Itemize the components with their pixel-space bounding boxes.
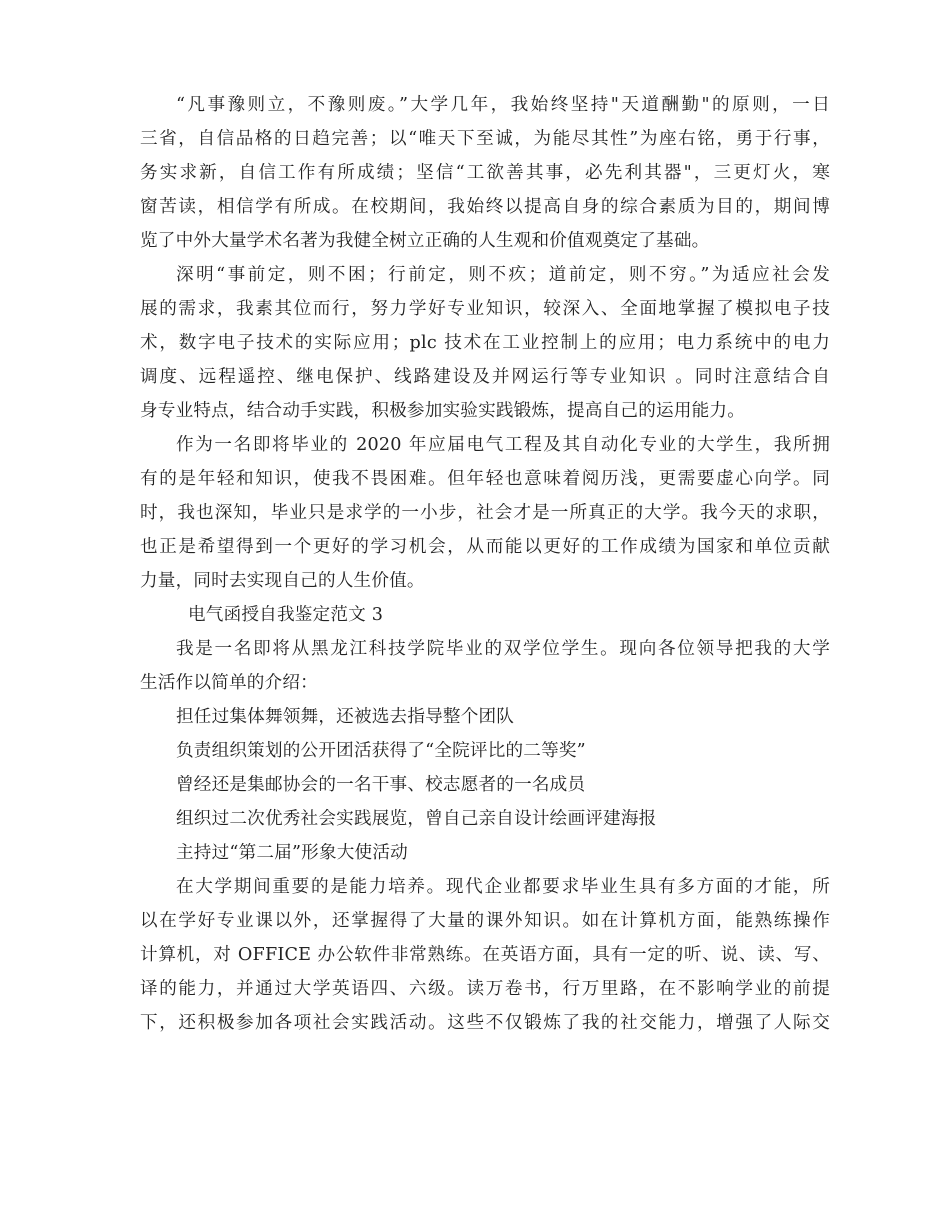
list-item: 担任过集体舞领舞，还被选去指导整个团队 (176, 707, 515, 727)
paragraph-4-line-1: 我是一名即将从黑龙江科技学院毕业的双学位学生。现向各位领导把我的大学 (176, 639, 830, 659)
paragraph-5-line-3: 计算机，对 OFFICE 办公软件非常熟练。在英语方面，具有一定的听、说、读、写、 (140, 945, 830, 965)
paragraph-1-line-2: 三省，自信品格的日趋完善；以“唯天下至诚，为能尽其性”为座右铭，勇于行事， (140, 129, 830, 149)
paragraph-1-line-3: 务实求新，自信工作有所成绩；坚信“工欲善其事，必先利其器"，三更灯火，寒 (140, 163, 830, 183)
list-item: 负责组织策划的公开团活获得了“全院评比的二等奖” (176, 741, 586, 761)
list-item: 组织过二次优秀社会实践展览，曾自己亲自设计绘画评建海报 (176, 809, 657, 829)
paragraph-2-line-3: 术，数字电子技术的实际应用；plc 技术在工业控制上的应用；电力系统中的电力 (140, 333, 830, 353)
paragraph-2-line-5: 身专业特点，结合动手实践，积极参加实验实践锻炼，提高自己的运用能力。 (140, 401, 745, 421)
list-item: 主持过“第二届”形象大使活动 (176, 843, 408, 863)
paragraph-2-line-2: 展的需求，我素其位而行，努力学好专业知识，较深入、全面地掌握了模拟电子技 (140, 299, 830, 319)
document-body (140, 88, 830, 1040)
paragraph-5-line-5: 下，还积极参加各项社会实践活动。这些不仅锻炼了我的社交能力，增强了人际交 (140, 1013, 830, 1033)
paragraph-1-line-4: 窗苦读，相信学有所成。在校期间，我始终以提高自身的综合素质为目的，期间博 (140, 197, 830, 217)
paragraph-1-line-5: 览了中外大量学术名著为我健全树立正确的人生观和价值观奠定了基础。 (140, 231, 710, 251)
paragraph-5-line-4: 译的能力，并通过大学英语四、六级。读万卷书，行万里路，在不影响学业的前提 (140, 979, 830, 999)
paragraph-1-line-1: “凡事豫则立，不豫则废。”大学几年，我始终坚持"天道酬勤"的原则，一日 (176, 95, 830, 115)
paragraph-5-line-1: 在大学期间重要的是能力培养。现代企业都要求毕业生具有多方面的才能，所 (176, 877, 830, 897)
list-item: 曾经还是集邮协会的一名干事、校志愿者的一名成员 (176, 775, 586, 795)
paragraph-3-line-5: 力量，同时去实现自己的人生价值。 (140, 571, 425, 591)
paragraph-4-line-2: 生活作以简单的介绍： (140, 673, 318, 693)
paragraph-3-line-2: 有的是年轻和知识，使我不畏困难。但年轻也意味着阅历浅，更需要虚心向学。同 (140, 469, 830, 489)
paragraph-2-line-4: 调度、远程遥控、继电保护、线路建设及并网运行等专业知识 。同时注意结合自 (140, 367, 830, 387)
paragraph-3-line-1: 作为一名即将毕业的 2020 年应届电气工程及其自动化专业的大学生，我所拥 (176, 435, 830, 455)
paragraph-3-line-4: 也正是希望得到一个更好的学习机会，从而能以更好的工作成绩为国家和单位贡献 (140, 537, 830, 557)
paragraph-3-line-3: 时，我也深知，毕业只是求学的一小步，社会才是一所真正的大学。我今天的求职， (140, 503, 830, 523)
paragraph-2-line-1: 深明“事前定，则不困；行前定，则不疚；道前定，则不穷。”为适应社会发 (176, 265, 830, 285)
section-heading: 电气函授自我鉴定范文 3 (188, 605, 384, 625)
paragraph-5-line-2: 以在学好专业课以外，还掌握得了大量的课外知识。如在计算机方面，能熟练操作 (140, 911, 830, 931)
